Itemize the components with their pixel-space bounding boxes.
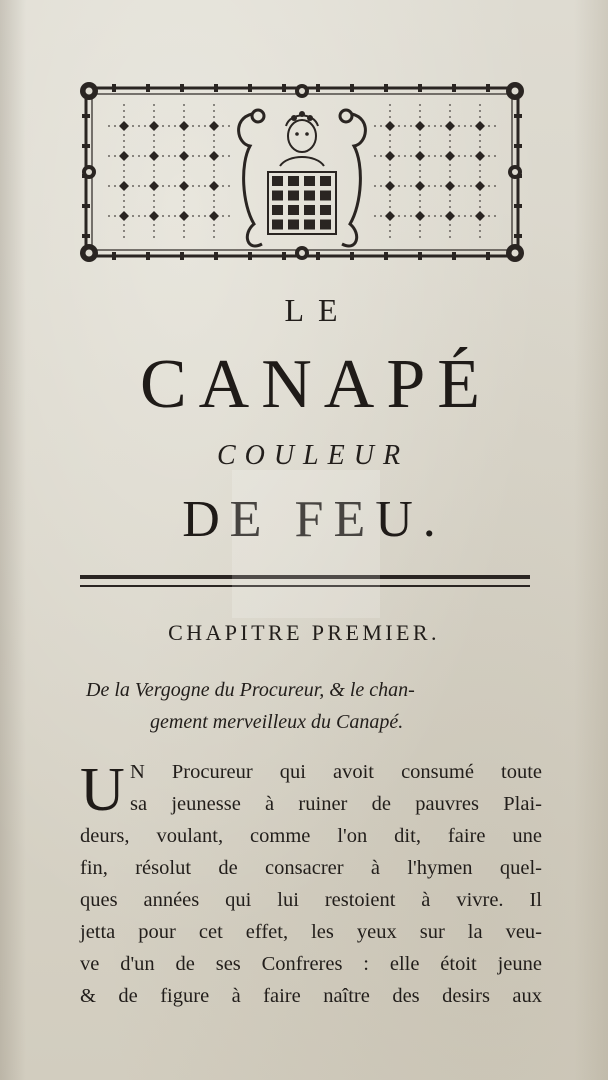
headpiece-ornament (72, 74, 532, 270)
chapter-summary (80, 674, 540, 738)
grid-cell (272, 191, 283, 201)
lattice-star (179, 181, 189, 191)
lattice-star (209, 151, 219, 161)
bamboo-knot (82, 114, 90, 118)
lattice-star (475, 121, 485, 131)
body-line: jetta pour cet effet, les yeux sur la veu- (80, 921, 542, 943)
lattice-star (119, 151, 129, 161)
lattice-star (445, 121, 455, 131)
grid-cell (304, 176, 315, 186)
lattice-star (209, 181, 219, 191)
lattice-star (209, 121, 219, 131)
grid-cell (288, 220, 299, 230)
bamboo-knot (350, 252, 354, 260)
bamboo-knot (82, 144, 90, 148)
bamboo-knot (82, 204, 90, 208)
body-text (80, 756, 542, 1012)
grid-cell (272, 220, 283, 230)
bamboo-knot (452, 252, 456, 260)
chapter-heading: CHAPITRE PREMIER. (168, 620, 440, 645)
bamboo-knot (112, 84, 116, 92)
bamboo-knot (350, 84, 354, 92)
bamboo-knot (514, 144, 522, 148)
lattice-star (415, 121, 425, 131)
grid-cell (272, 176, 283, 186)
bamboo-knot (112, 252, 116, 260)
bamboo-knot (514, 234, 522, 238)
lattice-star (149, 151, 159, 161)
bamboo-knot (514, 204, 522, 208)
grid-cell (272, 205, 283, 215)
bamboo-knot (248, 252, 252, 260)
bamboo-knot (316, 84, 320, 92)
headpiece-ornament-graphic (72, 74, 532, 270)
lattice-star (445, 151, 455, 161)
lattice-star (415, 181, 425, 191)
bamboo-knot (180, 84, 184, 92)
bamboo-knot (384, 252, 388, 260)
lattice-star (445, 181, 455, 191)
lattice-star (475, 151, 485, 161)
body-line: ve d'un de ses Confreres : elle étoit jeune (80, 953, 542, 975)
bamboo-knot (486, 84, 490, 92)
light-patch (232, 470, 380, 618)
bamboo-knot (486, 252, 490, 260)
grid-cell (320, 176, 331, 186)
grid-cell (320, 191, 331, 201)
grid-cell (320, 205, 331, 215)
title-line-couleur: COULEUR (216, 440, 410, 471)
chapter-summary-line-2: gement merveilleux du Canapé. (150, 711, 404, 733)
grid-cell (304, 205, 315, 215)
lattice-star (415, 211, 425, 221)
body-line: fin, résolut de consacrer à l'hymen quel- (80, 857, 542, 879)
lattice-star (119, 121, 129, 131)
lattice-star (209, 211, 219, 221)
bamboo-knot (248, 84, 252, 92)
grid-cell (288, 205, 299, 215)
lattice-star (445, 211, 455, 221)
bamboo-knot (180, 252, 184, 260)
lattice-star (385, 211, 395, 221)
bamboo-knot (418, 252, 422, 260)
bamboo-knot (82, 234, 90, 238)
bamboo-knot (282, 252, 286, 260)
bamboo-knot (214, 84, 218, 92)
bamboo-knot (316, 252, 320, 260)
grid-cell (288, 176, 299, 186)
body-line: ques années qui lui restoient à vivre. Il (80, 889, 542, 911)
grid-cell (304, 191, 315, 201)
grid-cell (320, 220, 331, 230)
grid-cell (288, 191, 299, 201)
lattice-star (119, 181, 129, 191)
bamboo-knot (418, 84, 422, 92)
bamboo-knot (384, 84, 388, 92)
body-line: deurs, voulant, comme l'on dit, faire une (80, 825, 542, 847)
bamboo-knot (146, 84, 150, 92)
lattice-star (179, 121, 189, 131)
lattice-star (385, 181, 395, 191)
bamboo-knot (214, 252, 218, 260)
lattice-star (149, 181, 159, 191)
grid-cell (304, 220, 315, 230)
chapter-summary-line-1: De la Vergogne du Procureur, & le chan- (86, 679, 415, 701)
lattice-star (385, 121, 395, 131)
lattice-star (385, 151, 395, 161)
lattice-star (149, 211, 159, 221)
lattice-star (179, 211, 189, 221)
title-line-canape: CANAPÉ (139, 346, 493, 423)
body-line: sa jeunesse à ruiner de pauvres Plai- (130, 793, 542, 815)
lattice-star (179, 151, 189, 161)
drop-cap: U (80, 756, 125, 824)
bamboo-knot (146, 252, 150, 260)
lattice-star (119, 211, 129, 221)
bamboo-knot (514, 114, 522, 118)
lattice-star (475, 211, 485, 221)
lattice-star (415, 151, 425, 161)
bamboo-knot (452, 84, 456, 92)
body-line: & de figure à faire naître des desirs aux (80, 985, 542, 1007)
lattice-star (149, 121, 159, 131)
lattice-star (475, 181, 485, 191)
title-line-de-feu: DE FEU. (182, 491, 446, 548)
body-line: N Procureur qui avoit consumé toute (130, 761, 542, 783)
title-line-le: LE (284, 292, 352, 328)
bamboo-knot (282, 84, 286, 92)
